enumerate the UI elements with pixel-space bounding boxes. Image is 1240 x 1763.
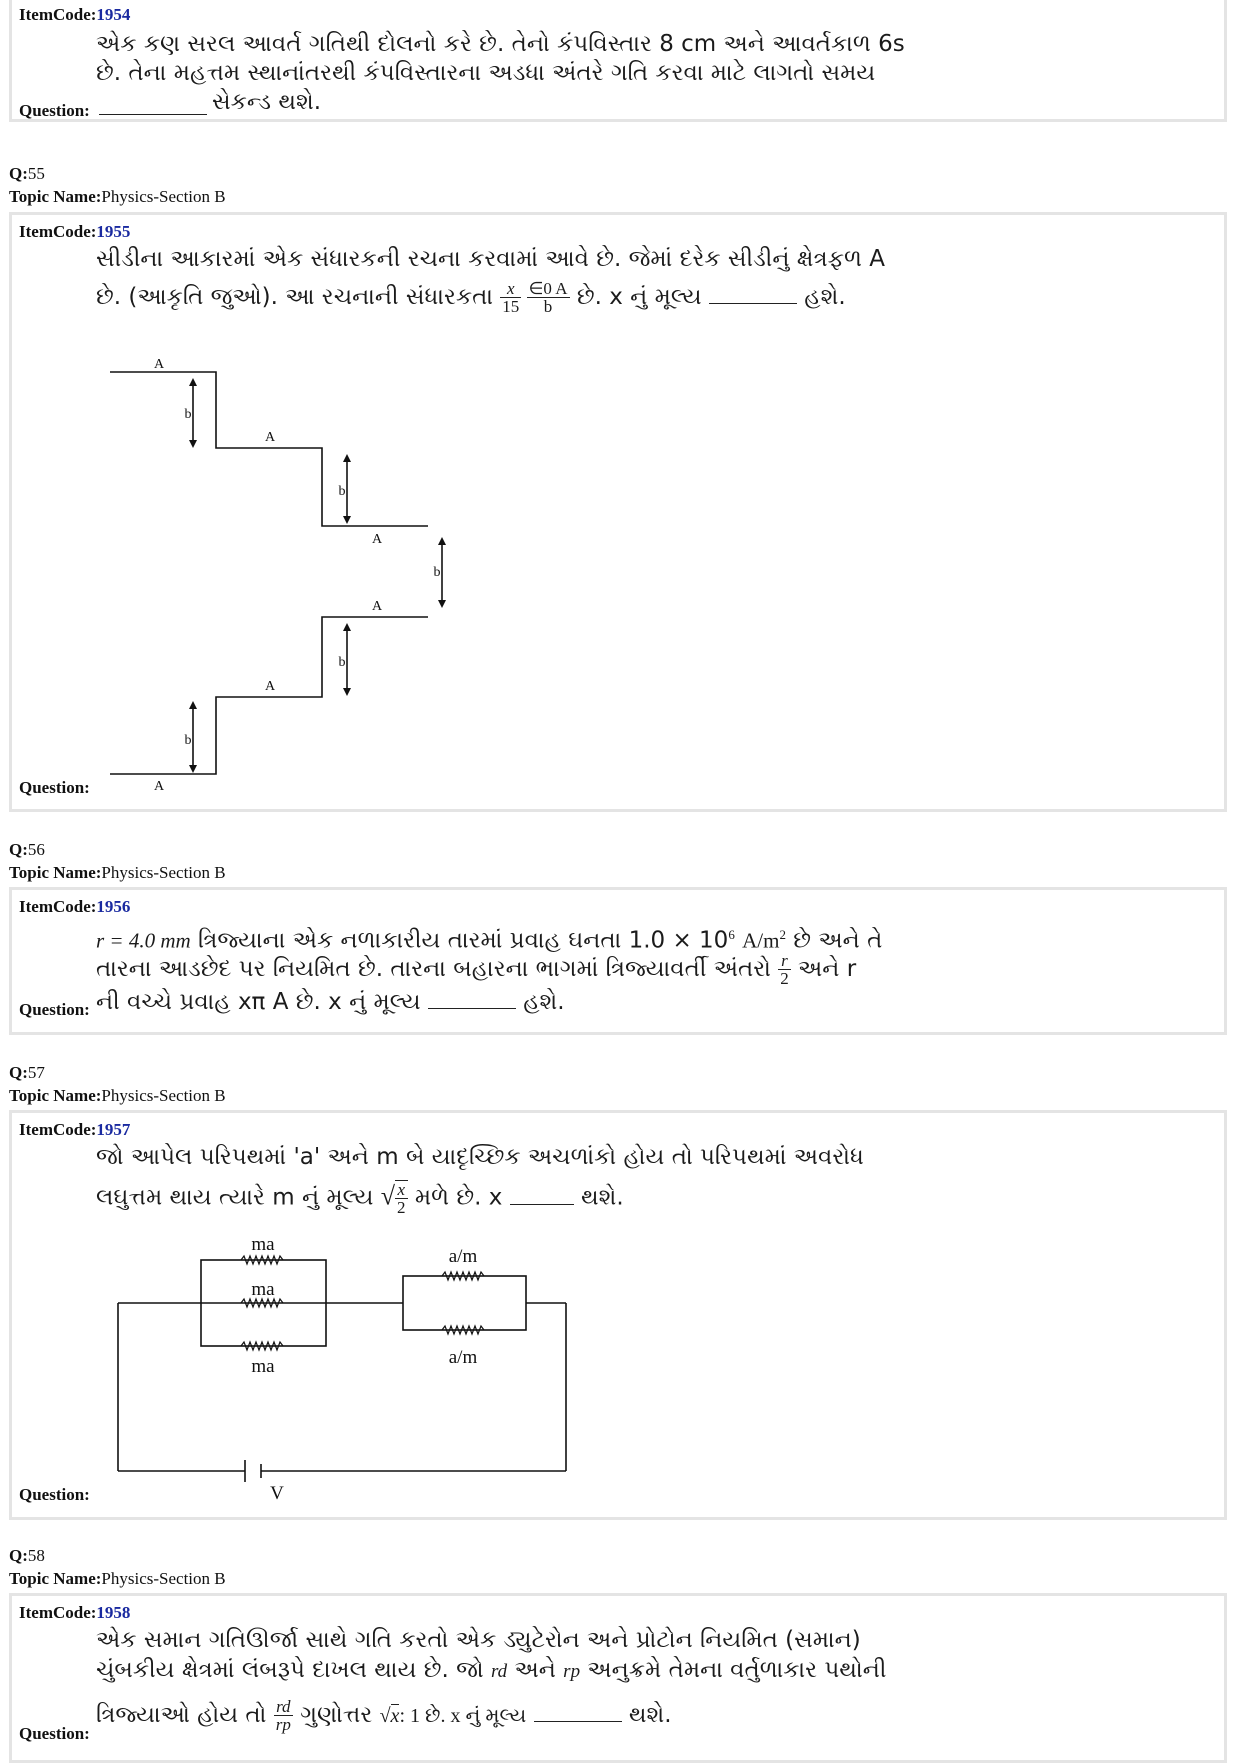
label-A: A (264, 430, 276, 445)
question-text-line: ચુંબકીય ક્ષેત્રમાં લંબરૂપે દાખલ થાય છે. જો rd અને rp અનુક્રમે તેમના વર્તુળાકાર પથોની (96, 1657, 887, 1683)
topic-name: Topic Name:Physics-Section B (9, 1086, 226, 1105)
question-text-line: એક સમાન ગતિઊર્જા સાથે ગતિ કરતો એક ડ્યુટેરોન અને પ્રોટોન નિયમિત (સમાન) (96, 1627, 861, 1653)
question-number: Q:57 (9, 1063, 45, 1082)
label-ma: ma (251, 1279, 275, 1300)
label-ma: ma (251, 1356, 275, 1377)
question-text-line: સેકન્ડ થશે. (212, 89, 322, 115)
question-text-line: એક કણ સરલ આવર્ત ગતિથી દોલનો કરે છે. તેનો કંપવિસ્તાર 8 cm અને આવર્તકાળ 6s (96, 31, 905, 57)
question-text-line: ત્રિજ્યાઓ હોય તો $\frac{rd}{rp}$ ગુણોત્તર √x: 1 છે. x નું મૂલ્ય થશે. (96, 1697, 672, 1734)
label-a-over-m: a/m (448, 1246, 478, 1267)
question-label: Question: (19, 101, 90, 120)
fraction-x-15: $\frac{x}{15}$ (502, 279, 520, 316)
item-code-row-1957: ItemCode:1957 (19, 1120, 131, 1139)
question-label-row: Question: (19, 1000, 90, 1019)
label-a-over-m: a/m (448, 1347, 478, 1368)
label-ma: ma (251, 1234, 275, 1255)
question-text-line: તારના આડછેદ પર નિયમિત છે. તારના બહારના ભાગમાં ત્રિજ્યાવર્તી અંતરો $\frac{r}{2}$ અને r (96, 951, 857, 988)
label-b: b (338, 484, 346, 499)
item-code-row-1958: ItemCode:1958 (19, 1603, 131, 1622)
label-b: b (433, 565, 441, 580)
question-number: Q:55 (9, 164, 45, 183)
label-A: A (371, 599, 383, 614)
question-label-row: Question: (19, 1724, 90, 1743)
question-text-line: ની વચ્ચે પ્રવાહ xπ A છે. x નું મૂલ્ય હશે. (96, 989, 565, 1015)
label-V: V (270, 1483, 284, 1504)
label-A: A (153, 357, 165, 372)
label-A: A (371, 532, 383, 547)
label-b: b (184, 407, 192, 422)
question-text-line: સીડીના આકારમાં એક સંધારકની રચના કરવામાં આવે છે. જેમાં દરેક સીડીનું ક્ષેત્રફળ A (96, 246, 886, 272)
question-text-line: r = 4.0 mm ત્રિજ્યાના એક નળાકારીય તારમાં પ્રવાહ ઘનતા $1.0 \times 10^6$ $A/m^2$ છે અને તે (96, 927, 883, 954)
label-b: b (338, 655, 346, 670)
topic-name: Topic Name:Physics-Section B (9, 1569, 226, 1588)
question-text-line: જો આપેલ પરિપથમાં 'a' અને m બે યાદૃચ્છિક અચળાંકો હોય તો પરિપથમાં અવરોધ (96, 1144, 864, 1170)
item-code-label: ItemCode: (19, 5, 97, 24)
item-code-row-1955: ItemCode:1955 (19, 222, 131, 241)
question-label-row: Question: (19, 778, 90, 797)
topic-name: Topic Name:Physics-Section B (9, 863, 226, 882)
question-label-row: Question: (19, 1485, 90, 1504)
fraction-eps-a-b: $\frac{\in 0 A}{b}$ (528, 279, 568, 316)
label-b: b (184, 733, 192, 748)
label-A: A (264, 679, 276, 694)
label-A: A (153, 779, 165, 794)
question-number: Q:56 (9, 840, 45, 859)
question-text-line: છે. (આકૃતિ જુઓ). આ રચનાની સંધારકતા $\frac{x}{15}$ $\frac{\in 0 A}{b}$ છે. x નું મૂલ્ય હશે. (96, 279, 846, 316)
question-text-line: લઘુત્તમ થાય ત્યારે m નું મૂલ્ય √ $\frac{x}{2}$ મળે છે. x થશે. (96, 1180, 624, 1217)
question-number: Q:58 (9, 1546, 45, 1565)
item-code-value: 1954 (96, 5, 131, 24)
item-code-row-1956: ItemCode:1956 (19, 897, 131, 916)
topic-name: Topic Name:Physics-Section B (9, 187, 226, 206)
question-text-line: છે. તેના મહત્તમ સ્થાનાંતરથી કંપવિસ્તારના અડધા અંતરે ગતિ કરવા માટે લાગતો સમય (96, 60, 876, 86)
